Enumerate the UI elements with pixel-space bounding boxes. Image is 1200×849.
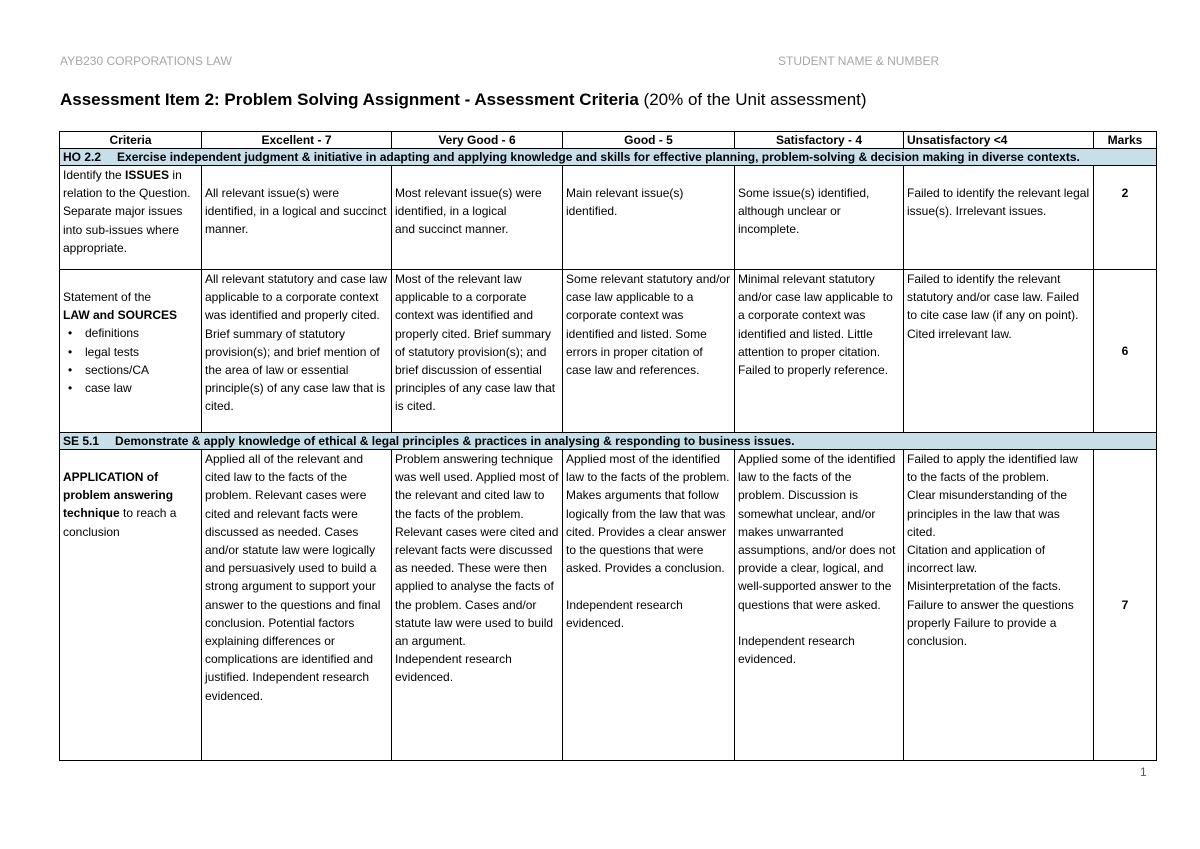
criteria-bullets xyxy=(63,324,198,397)
satisfactory-cell xyxy=(735,270,904,433)
cell-text: Problem answering technique was well used. Applied most of the relevant and cited law to the facts of the problem. Relevant cases were cited and relevant facts were discussed as needed. These were then applied to analyse the facts of the problem. Cases and/or statute law were used to build an argument. Independent research evidenced. xyxy=(395,452,559,685)
page-number: 1 xyxy=(1140,765,1147,779)
list-item: • sections/CA xyxy=(85,361,198,379)
section-text: Demonstrate & apply knowledge of ethical & legal principles & practices in analysing & responding to business issues. xyxy=(115,434,795,448)
unsatisfactory-cell xyxy=(904,166,1094,270)
list-item: • legal tests xyxy=(85,343,198,361)
cell-text: Most relevant issue(s) were identified, in a logical and succinct manner. xyxy=(395,186,542,237)
criteria-text: in relation to the Question. Separate major issues into sub-issues where appropriate. xyxy=(63,168,191,255)
cell-text: Some relevant statutory and/or case law applicable to a corporate context was identified and listed. Some errors in proper citation of case law and references. xyxy=(566,272,731,378)
list-item: • definitions xyxy=(85,324,198,342)
very-good-cell xyxy=(392,166,563,270)
criteria-text: to reach a conclusion xyxy=(63,506,177,539)
cell-text: Failed to identify the relevant statutory and/or case law. Failed to cite case law (if any on point). Cited irrelevant law. xyxy=(907,272,1080,341)
section-ho22 xyxy=(60,149,1157,166)
col-very-good: Very Good - 6 xyxy=(392,132,563,149)
cell-text: Applied some of the identified law to the facts of the problem. Discussion is somewhat unclear, and/or makes unwarranted assumptions, and/or does not provide a clear, logical, and well-supported answer to the questions that were asked. Independent research evidenced. xyxy=(738,452,896,667)
col-unsatisfactory: Unsatisfactory <4 xyxy=(904,132,1094,149)
cell-text: All relevant statutory and case law applicable to a corporate context was identified and properly cited. Brief summary of statutory provision(s); and brief mention of the area of law or essential principle(s) of any case law that is cited. xyxy=(205,272,388,414)
title-normal: (20% of the Unit assessment) xyxy=(638,90,867,109)
excellent-cell xyxy=(202,270,392,433)
criteria-text: Identify the xyxy=(63,168,126,182)
page-title xyxy=(60,90,867,110)
marks-value: 7 xyxy=(1121,597,1129,612)
section-row-se51 xyxy=(60,433,1157,450)
satisfactory-cell xyxy=(735,166,904,270)
cell-text: Failed to apply the identified law to the facts of the problem. Clear misunderstanding of the principles in the law that was cited. Citation and application of incorrect law. Misinterpretation of the facts. Failure to answer the questions properly Failure to provide a conclusion. xyxy=(907,452,1078,649)
cell-text: All relevant issue(s) were identified, in a logical and succinct manner. xyxy=(205,186,387,237)
excellent-cell xyxy=(202,166,392,270)
col-good: Good - 5 xyxy=(563,132,735,149)
table-row xyxy=(60,450,1157,761)
good-cell xyxy=(563,270,735,433)
unsatisfactory-cell xyxy=(904,270,1094,433)
section-se51 xyxy=(60,433,1157,450)
good-cell xyxy=(563,166,735,270)
marks-cell xyxy=(1094,450,1157,761)
excellent-cell xyxy=(202,450,392,761)
col-excellent: Excellent - 7 xyxy=(202,132,392,149)
table-row xyxy=(60,166,1157,270)
criteria-cell xyxy=(60,166,202,270)
cell-text: Applied all of the relevant and cited law to the facts of the problem. Relevant cases were cited and relevant facts were discussed as needed. Cases and/or statute law were logically and persuasively used to build a strong argument to support your answer to the questions and final conclusion. Potential factors explaining differences or complications are identified and justified. Independent research evidenced. xyxy=(205,452,381,703)
col-satisfactory: Satisfactory - 4 xyxy=(735,132,904,149)
cell-text: Main relevant issue(s) identified. xyxy=(566,186,684,219)
list-item: • case law xyxy=(85,379,198,397)
marks-value: 6 xyxy=(1121,343,1129,358)
title-bold: Assessment Item 2: Problem Solving Assignment - Assessment Criteria xyxy=(60,90,639,109)
criteria-text xyxy=(63,468,198,541)
criteria-cell xyxy=(60,450,202,761)
cell-text: Some issue(s) identified, although unclear or incomplete. xyxy=(738,186,870,237)
marks-cell xyxy=(1094,270,1157,433)
criteria-text: Statement of the xyxy=(63,290,152,304)
marks-value: 2 xyxy=(1121,186,1129,200)
section-text: Exercise independent judgment & initiative in adapting and applying knowledge and skills for effective planning, problem-solving & decision making in diverse contexts. xyxy=(117,150,1080,164)
marks-cell xyxy=(1094,166,1157,270)
section-row-ho22 xyxy=(60,149,1157,166)
good-cell xyxy=(563,450,735,761)
criteria-bold: ISSUES xyxy=(125,168,170,182)
course-header: AYB230 CORPORATIONS LAW xyxy=(60,54,232,68)
very-good-cell xyxy=(392,450,563,761)
cell-text: Most of the relevant law applicable to a corporate context was identified and properly cited. Brief summary of statutory provision(s); and brief discussion of essential principles of any case law that is cited. xyxy=(395,272,556,414)
col-criteria: Criteria xyxy=(60,132,202,149)
cell-text: Applied most of the identified law to the facts of the problem. Makes arguments that follow logically from the law that was cited. Provides a clear answer to the questions that were asked. Provides a conclusion. Independent research evidenced. xyxy=(566,452,730,630)
criteria-bold: LAW and SOURCES xyxy=(63,308,178,323)
unsatisfactory-cell xyxy=(904,450,1094,761)
cell-text: Failed to identify the relevant legal issue(s). Irrelevant issues. xyxy=(907,186,1090,219)
section-code: SE 5.1 xyxy=(63,434,100,448)
col-marks: Marks xyxy=(1094,132,1157,149)
criteria-cell xyxy=(60,270,202,433)
table-row xyxy=(60,270,1157,433)
very-good-cell xyxy=(392,270,563,433)
table-header-row xyxy=(60,132,1157,149)
assessment-criteria-table xyxy=(59,131,1157,761)
student-name-header: STUDENT NAME & NUMBER xyxy=(778,54,940,68)
section-code: HO 2.2 xyxy=(63,150,102,164)
criteria-bold: APPLICATION of problem answering technique xyxy=(63,470,174,521)
satisfactory-cell xyxy=(735,450,904,761)
cell-text: Minimal relevant statutory and/or case law applicable to a corporate context was identified and listed. Little attention to proper citation. Failed to properly reference. xyxy=(738,272,893,378)
